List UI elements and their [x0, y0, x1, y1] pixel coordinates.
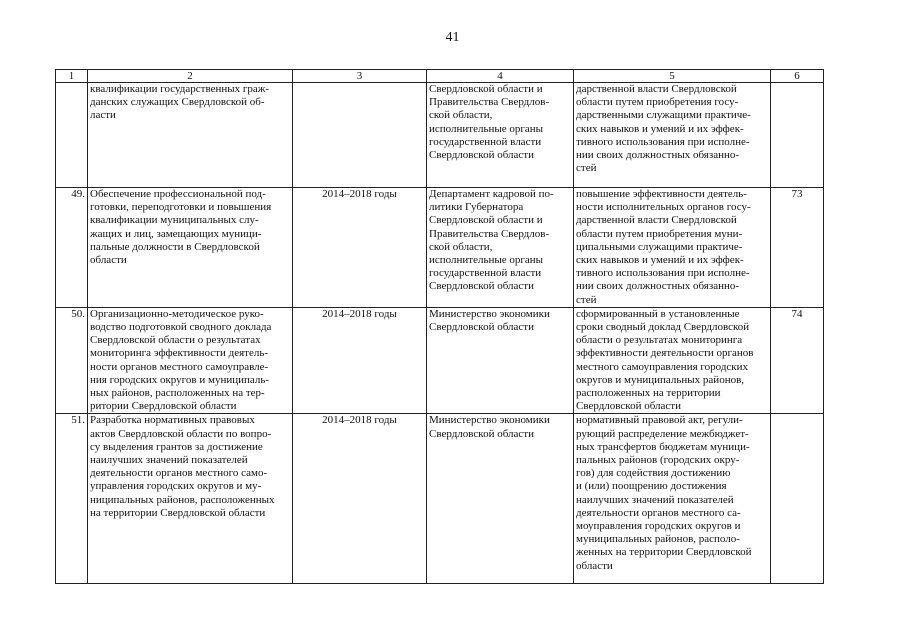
executor-cell-line: ской области, — [429, 240, 493, 253]
result-cell-line: дарственными служащими практиче- — [576, 109, 751, 122]
result-cell-line: стей — [576, 162, 597, 175]
table-row — [56, 307, 824, 414]
result-cell-line: деятельности органов местного са- — [576, 506, 741, 519]
event-cell-line: жащих и лиц, замещающих муници- — [90, 227, 262, 240]
result-cell-line: эффективности деятельности органов — [576, 347, 754, 360]
table-body — [56, 83, 824, 584]
header-col-4: 4 — [427, 70, 574, 83]
result-cell-line: области путем приобретения госу- — [576, 96, 739, 109]
result-cell — [574, 188, 771, 308]
event-cell-line: данских служащих Свердловской об- — [90, 96, 265, 109]
result-cell-line: сформированный в установленные — [576, 307, 740, 320]
result-cell-line: области путем приобретения муни- — [576, 227, 743, 240]
header-col-2: 2 — [88, 70, 293, 83]
event-cell-line: готовки, переподготовки и повышения — [90, 201, 272, 214]
result-cell-line: ности исполнительных органов госу- — [576, 201, 751, 214]
executor-cell-line: исполнительные органы — [429, 122, 544, 135]
result-cell-line: ских навыков и умений и их эффек- — [576, 122, 744, 135]
result-cell-line: местного самоуправления городских — [576, 360, 749, 373]
executor-cell-line: Свердловской области — [429, 280, 534, 293]
event-cell-line: наилучших значений показателей — [90, 454, 248, 467]
event-cell-line: су выделения грантов за достижение — [90, 440, 263, 453]
period-cell: 2014–2018 годы — [293, 307, 427, 414]
period-cell: 2014–2018 годы — [293, 188, 427, 308]
result-cell-line: наилучших значений показателей — [576, 493, 734, 506]
result-cell-line: моуправления городских округов и — [576, 520, 741, 533]
result-cell — [574, 83, 771, 188]
result-cell-line: тивного использования при исполне- — [576, 267, 750, 280]
header-col-3: 3 — [293, 70, 427, 83]
header-col-5: 5 — [574, 70, 771, 83]
event-cell-line: ных районов, расположенных на тер- — [90, 387, 265, 400]
period-cell — [293, 83, 427, 188]
event-cell-line: мониторинга эффективности деятель- — [90, 347, 269, 360]
result-cell-line: тивного использования при исполне- — [576, 135, 750, 148]
executor-cell-line: Свердловской области — [429, 427, 534, 440]
result-cell — [574, 307, 771, 414]
period-cell: 2014–2018 годы — [293, 414, 427, 584]
result-cell-line: области — [576, 559, 613, 572]
result-cell-line: дарственной власти Свердловской — [576, 214, 737, 227]
executor-cell-line: Министерство экономики — [429, 414, 550, 427]
executor-cell — [427, 307, 574, 414]
event-cell-line: области — [90, 254, 127, 267]
event-cell-line: ниципальных районов, расположенных — [90, 493, 275, 506]
event-cell-line: ности органов местного самоуправле- — [90, 360, 269, 373]
event-cell-line: пальные должности в Свердловской — [90, 240, 260, 253]
row-number: 50. — [56, 307, 88, 414]
result-cell-line: ных трансфертов бюджетам муници- — [576, 440, 750, 453]
event-cell-line: квалификации государственных граж- — [90, 83, 270, 95]
executor-cell — [427, 83, 574, 188]
executor-cell-line: государственной власти — [429, 135, 542, 148]
target-cell — [771, 83, 824, 188]
table-row — [56, 414, 824, 584]
row-number — [56, 83, 88, 188]
executor-cell-line: Правительства Свердлов- — [429, 227, 550, 240]
table-row — [56, 83, 824, 188]
executor-cell-line: ской области, — [429, 109, 493, 122]
result-cell-line: сроки сводный доклад Свердловской — [576, 321, 750, 334]
event-cell-line: Свердловской области о результатах — [90, 334, 261, 347]
result-cell-line: округов и муниципальных районов, — [576, 373, 745, 386]
result-cell-line: повышение эффективности деятель- — [576, 188, 747, 200]
event-cell-line: водство подготовкой сводного доклада — [90, 321, 272, 334]
result-cell-line: стей — [576, 293, 597, 306]
executor-cell-line: Свердловской области и — [429, 83, 543, 95]
event-cell-line: Разработка нормативных правовых — [90, 414, 255, 427]
result-cell-line: расположенных на территории — [576, 387, 721, 400]
event-cell-line: на территории Свердловской области — [90, 506, 266, 519]
event-cell — [88, 307, 293, 414]
executor-cell-line: Правительства Свердлов- — [429, 96, 550, 109]
result-cell-line: рующий распределение межбюджет- — [576, 427, 749, 440]
result-cell-line: дарственной власти Свердловской — [576, 83, 737, 95]
result-cell-line: пальных районов (городских окру- — [576, 454, 740, 467]
event-cell-line: управления городских округов и му- — [90, 480, 262, 493]
header-row — [56, 70, 824, 83]
result-cell-line: муниципальных районов, располо- — [576, 533, 740, 546]
event-cell-line: Организационно-методическое руко- — [90, 307, 264, 320]
header-col-6: 6 — [771, 70, 824, 83]
target-cell: 73 — [771, 188, 824, 308]
event-cell — [88, 188, 293, 308]
event-cell — [88, 83, 293, 188]
page-number: 41 — [445, 30, 460, 45]
header-col-1: 1 — [56, 70, 88, 83]
result-cell-line: ских навыков и умений и их эффек- — [576, 254, 744, 267]
table-row — [56, 188, 824, 308]
result-cell-line: Свердловской области — [576, 400, 681, 413]
executor-cell-line: Министерство экономики — [429, 307, 550, 320]
row-number: 51. — [56, 414, 88, 584]
target-cell — [771, 414, 824, 584]
executor-cell — [427, 414, 574, 584]
result-cell-line: и (или) поощрению достижения — [576, 480, 727, 493]
result-cell-line: гов) для содействия достижению — [576, 467, 731, 480]
executor-cell-line: литики Губернатора — [429, 201, 524, 214]
executor-cell — [427, 188, 574, 308]
event-cell-line: ния городских округов и муниципаль- — [90, 373, 270, 386]
event-cell-line: актов Свердловской области по вопро- — [90, 427, 272, 440]
event-cell — [88, 414, 293, 584]
event-cell-line: ритории Свердловской области — [90, 400, 237, 413]
event-cell-line: квалификации муниципальных слу- — [90, 214, 259, 227]
result-cell — [574, 414, 771, 584]
target-cell: 74 — [771, 307, 824, 414]
row-number: 49. — [56, 188, 88, 308]
result-cell-line: нии своих должностных обязанно- — [576, 280, 740, 293]
result-cell-line: ципальными служащими практиче- — [576, 240, 743, 253]
result-cell-line: нии своих должностных обязанно- — [576, 149, 740, 162]
executor-cell-line: государственной власти — [429, 267, 542, 280]
measures-table — [55, 69, 824, 584]
event-cell-line: деятельности органов местного само- — [90, 467, 268, 480]
executor-cell-line: исполнительные органы — [429, 254, 544, 267]
executor-cell-line: Свердловской области — [429, 321, 534, 334]
executor-cell-line: Свердловской области — [429, 149, 534, 162]
result-cell-line: области о результатах мониторинга — [576, 334, 743, 347]
executor-cell-line: Свердловской области и — [429, 214, 543, 227]
result-cell-line: нормативный правовой акт, регули- — [576, 414, 743, 427]
event-cell-line: ласти — [90, 109, 116, 122]
executor-cell-line: Департамент кадровой по- — [429, 188, 554, 200]
event-cell-line: Обеспечение профессиональной под- — [90, 188, 266, 200]
result-cell-line: женных на территории Свердловской — [576, 546, 752, 559]
